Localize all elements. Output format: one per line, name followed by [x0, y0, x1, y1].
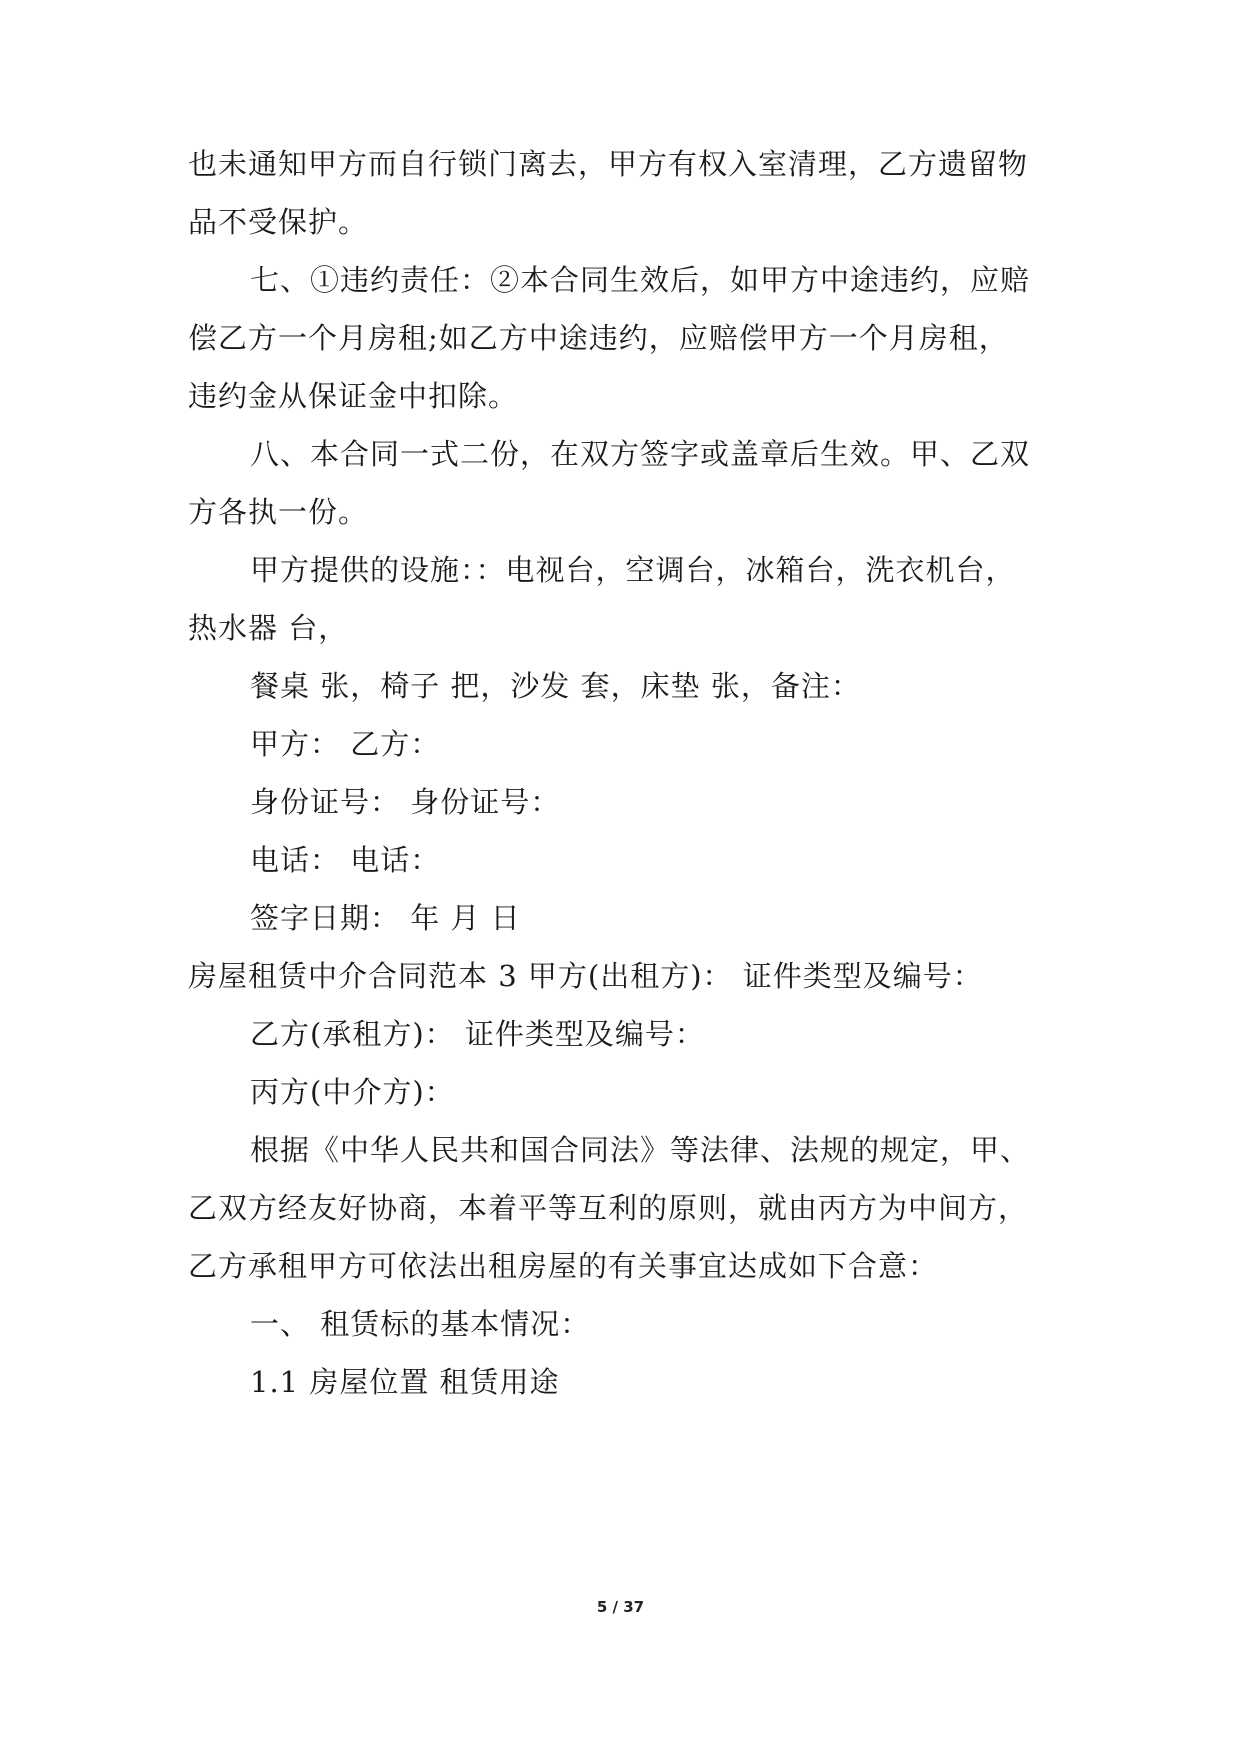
text-line: 甲方提供的设施：：电视台，空调台，冰箱台，洗衣机台，: [250, 553, 1016, 587]
text-line: 乙方承租甲方可依法出租房屋的有关事宜达成如下合意：: [188, 1249, 939, 1283]
text-line: 根据《中华人民共和国合同法》等法律、法规的规定，甲、: [250, 1133, 1031, 1167]
text-line: 甲方： 乙方：: [250, 727, 441, 761]
text-line: 七、①违约责任：②本合同生效后，如甲方中途违约，应赔: [250, 263, 1031, 297]
text-line: 1.1 房屋位置 租赁用途: [250, 1365, 560, 1399]
text-line: 违约金从保证金中扣除。: [188, 379, 519, 413]
text-line: 丙方(中介方)：: [250, 1075, 455, 1109]
section-heading: 房屋租赁中介合同范本 3 甲方(出租方)： 证件类型及编号：: [188, 959, 983, 993]
text-line: 也未通知甲方而自行锁门离去，甲方有权入室清理，乙方遗留物: [188, 147, 1029, 181]
text-line: 乙方(承租方)： 证件类型及编号：: [250, 1017, 705, 1051]
text-line: 电话： 电话：: [250, 843, 441, 877]
text-line: 身份证号： 身份证号：: [250, 785, 561, 819]
text-line: 餐桌 张，椅子 把，沙发 套，床垫 张，备注：: [250, 669, 861, 703]
text-line: 方各执一份。: [188, 495, 369, 529]
text-line: 八、本合同一式二份，在双方签字或盖章后生效。甲、乙双: [250, 437, 1031, 471]
text-line: 偿乙方一个月房租;如乙方中途违约，应赔偿甲方一个月房租，: [188, 321, 1009, 355]
text-line: 乙双方经友好协商，本着平等互利的原则，就由丙方为中间方，: [188, 1191, 1029, 1225]
text-line: 热水器 台，: [188, 611, 349, 645]
text-line: 签字日期： 年 月 日: [250, 901, 521, 935]
text-line: 一、 租赁标的基本情况：: [250, 1307, 591, 1341]
page-number: 5 / 37: [596, 1598, 645, 1616]
text-line: 品不受保护。: [188, 205, 369, 239]
